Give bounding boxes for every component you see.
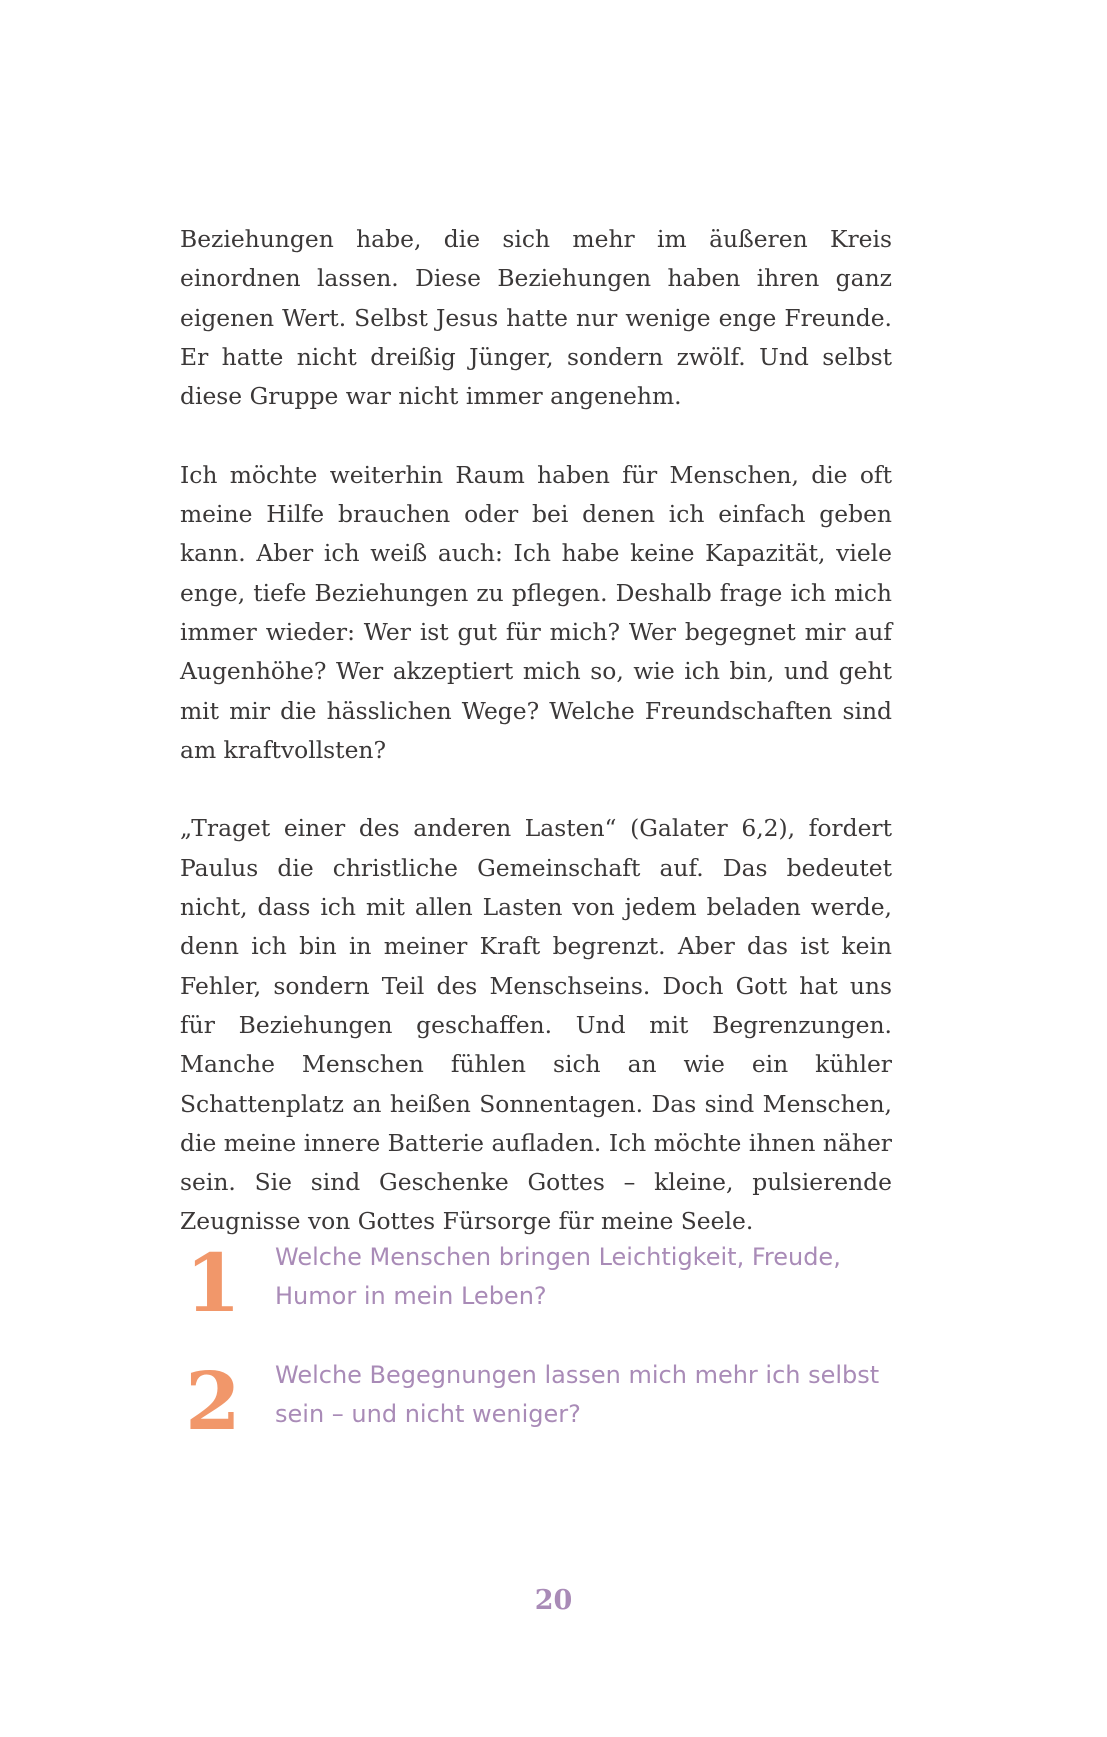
reflection-question-2	[178, 1356, 898, 1446]
paragraph-3: „Traget einer des anderen Lasten“ (Galater 6,2), fordert Paulus die christliche Gemeinschaft auf. Das bedeutet nicht, dass ich mit allen Lasten von jedem beladen werde, denn ich bin in meiner Kraft begrenzt. Aber das ist kein Fehler, sondern Teil des Menschseins. Doch Gott hat uns für Beziehungen geschaffen. Und mit Begrenzungen. Manche Menschen fühlen sich an wie ein kühler Schattenplatz an heißen Sonnentagen. Das sind Menschen, die meine innere Batterie aufladen. Ich möchte ihnen näher sein. Sie sind Geschenke Gottes – kleine, pulsierende Zeugnisse von Gottes Fürsorge für meine Seele.	[180, 814, 892, 1236]
body-text	[180, 220, 892, 1242]
question-text-2: Welche Begegnungen lassen mich mehr ich selbst sein – und nicht weniger?	[275, 1361, 880, 1428]
question-number-2: 2	[185, 1354, 241, 1448]
question-text-1: Welche Menschen bringen Leichtigkeit, Freude, Humor in mein Leben?	[275, 1243, 841, 1310]
page-number: 20	[534, 1585, 573, 1616]
paragraph-2: Ich möchte weiterhin Raum haben für Menschen, die oft meine Hilfe brauchen oder bei denen ich einfach geben kann. Aber ich weiß auch: Ich habe keine Kapazität, viele enge, tiefe Beziehungen zu pflegen. Deshalb frage ich mich immer wieder: Wer ist gut für mich? Wer begegnet mir auf Augenhöhe? Wer akzeptiert mich so, wie ich bin, und geht mit mir die hässlichen Wege? Welche Freundschaften sind am kraftvollsten?	[180, 460, 892, 764]
question-number-1: 1	[185, 1236, 241, 1330]
paragraph-1: Beziehungen habe, die sich mehr im äußeren Kreis einordnen lassen. Diese Beziehungen haben ihren ganz eigenen Wert. Selbst Jesus hatte nur wenige enge Freunde. Er hatte nicht dreißig Jünger, sondern zwölf. Und selbst diese Gruppe war nicht immer angenehm.	[180, 225, 892, 411]
reflection-question-1	[178, 1238, 898, 1328]
